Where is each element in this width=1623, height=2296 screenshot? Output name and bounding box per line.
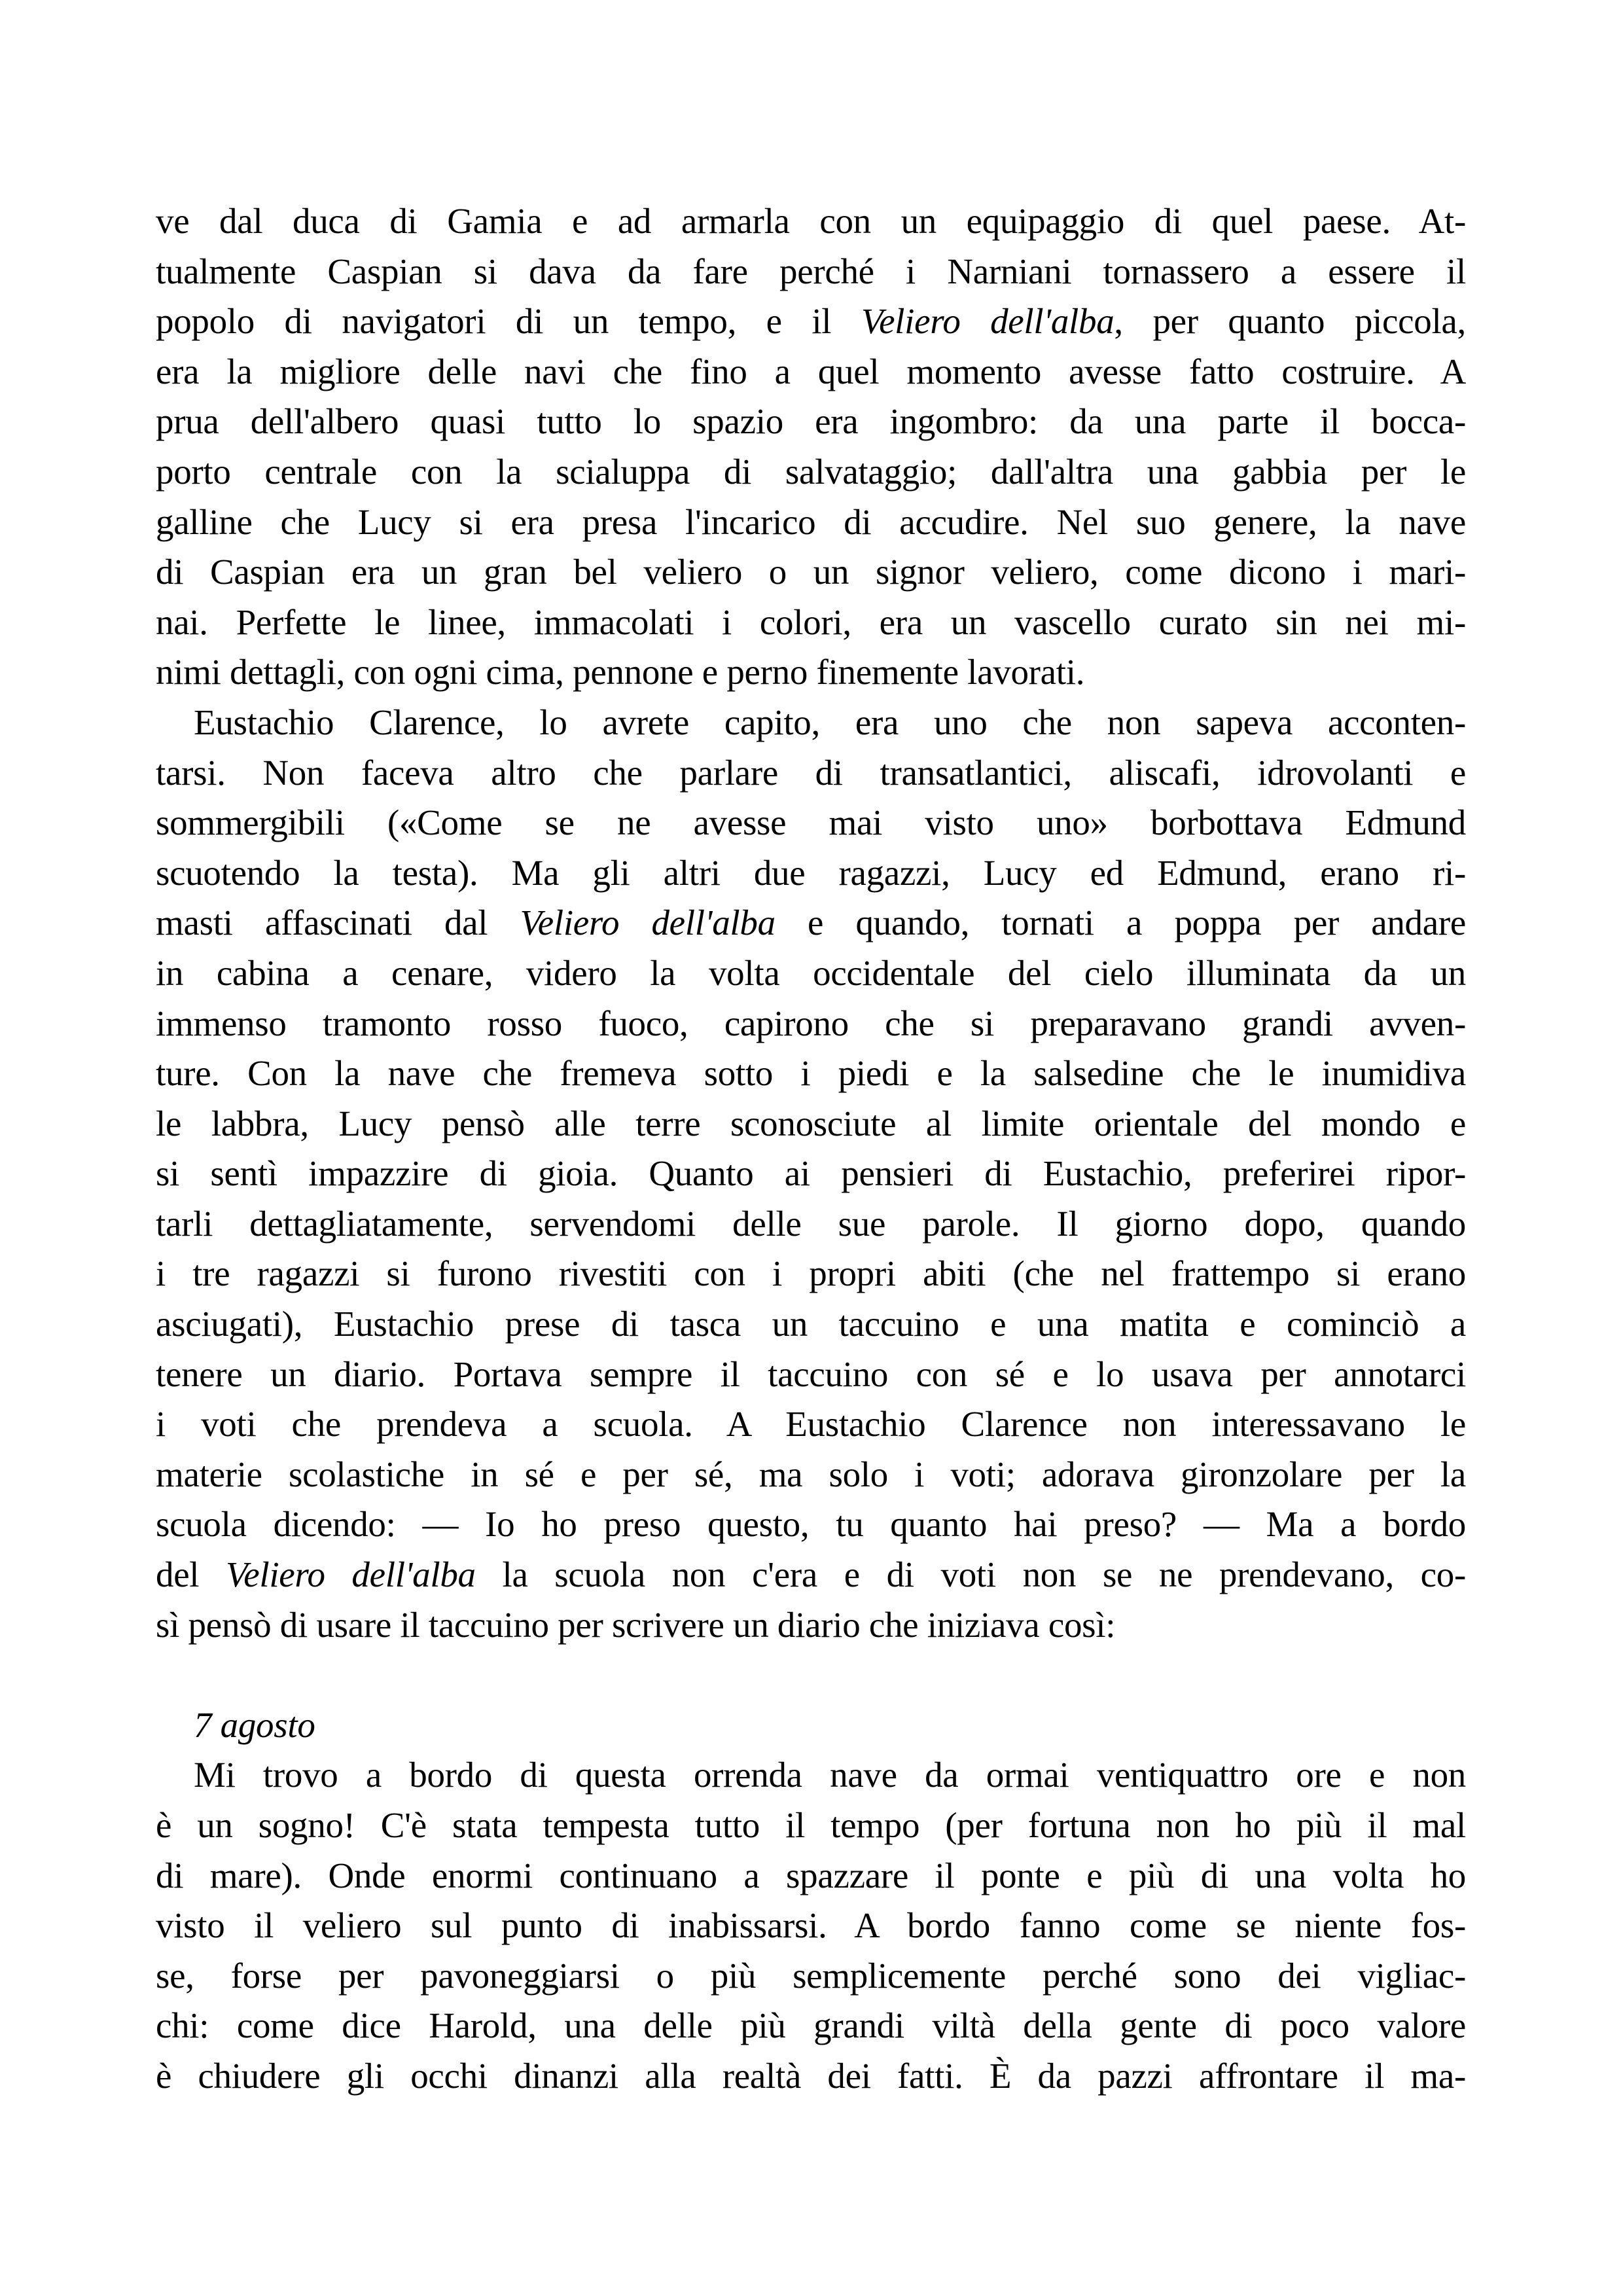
text-line — [156, 698, 1466, 748]
italic-text-segment: 7 agosto — [194, 1704, 315, 1745]
text-line — [156, 1951, 1466, 2001]
text-segment: del — [156, 1554, 226, 1595]
text-segment: di mare). Onde enormi continuano a spazzare il ponte e più di una volta ho — [156, 1855, 1466, 1895]
text-segment: visto il veliero sul punto di inabissarsi. A bordo fanno come se niente fos- — [156, 1905, 1466, 1946]
text-line — [156, 1049, 1466, 1099]
text-segment: galline che Lucy si era presa l'incarico di accudire. Nel suo genere, la nave — [156, 501, 1466, 542]
text-segment: sommergibili («Come se ne avesse mai visto uno» borbottava Edmund — [156, 802, 1466, 843]
text-line — [156, 1499, 1466, 1550]
text-line — [156, 647, 1466, 698]
text-segment: Mi trovo a bordo di questa orrenda nave da ormai ventiquattro ore e non — [194, 1755, 1466, 1795]
text-line — [156, 296, 1466, 347]
text-line — [156, 1350, 1466, 1400]
text-line — [156, 347, 1466, 397]
text-line — [156, 497, 1466, 548]
text-line — [156, 447, 1466, 497]
text-line — [156, 1149, 1466, 1199]
text-segment: le labbra, Lucy pensò alle terre sconosciute al limite orientale del mondo e — [156, 1103, 1466, 1143]
text-line — [156, 898, 1466, 948]
text-segment: se, forse per pavoneggiarsi o più semplicemente perché sono dei vigliac- — [156, 1955, 1466, 1996]
text-segment: tarsi. Non faceva altro che parlare di transatlantici, aliscafi, idrovolanti e — [156, 752, 1466, 793]
text-line — [156, 247, 1466, 297]
text-segment: tarli dettagliatamente, servendomi delle sue parole. Il giorno dopo, quando — [156, 1203, 1466, 1244]
text-line — [156, 948, 1466, 999]
text-segment: scuotendo la testa). Ma gli altri due ragazzi, Lucy ed Edmund, erano ri- — [156, 852, 1466, 893]
diary-date-line — [156, 1700, 1466, 1751]
text-line — [156, 748, 1466, 798]
text-segment: immenso tramonto rosso fuoco, capirono che si preparavano grandi avven- — [156, 1003, 1466, 1043]
text-segment: Eustachio Clarence, lo avrete capito, era uno che non sapeva acconten- — [194, 702, 1466, 742]
text-block — [156, 196, 1466, 2102]
text-segment: tualmente Caspian si dava da fare perché i Narniani tornassero a essere il — [156, 251, 1466, 291]
text-segment: nai. Perfette le linee, immacolati i colori, era un vascello curato sin nei mi- — [156, 601, 1466, 642]
text-line — [156, 397, 1466, 447]
text-segment: la scuola non c'era e di voti non se ne prendevano, co- — [475, 1554, 1466, 1595]
text-segment: i tre ragazzi si furono rivestiti con i propri abiti (che nel frattempo si erano — [156, 1253, 1466, 1294]
text-line — [156, 1901, 1466, 1951]
text-line — [156, 2051, 1466, 2102]
text-line — [156, 2001, 1466, 2051]
text-line — [156, 1099, 1466, 1149]
text-segment: è un sogno! C'è stata tempesta tutto il tempo (per fortuna non ho più il mal — [156, 1805, 1466, 1845]
text-line — [156, 1801, 1466, 1851]
text-segment: è chiudere gli occhi dinanzi alla realtà dei fatti. È da pazzi affrontare il ma- — [156, 2055, 1466, 2096]
text-line — [156, 1600, 1466, 1651]
text-segment: popolo di navigatori di un tempo, e il — [156, 301, 861, 342]
text-segment: ture. Con la nave che fremeva sotto i piedi e la salsedine che le inumidiva — [156, 1053, 1466, 1094]
text-segment: , per quanto piccola, — [1114, 301, 1466, 342]
text-line — [156, 1199, 1466, 1249]
text-line — [156, 999, 1466, 1049]
text-line — [156, 1249, 1466, 1299]
text-line — [156, 798, 1466, 848]
text-segment: ve dal duca di Gamia e ad armarla con un equipaggio di quel paese. At- — [156, 201, 1466, 241]
text-line — [156, 1299, 1466, 1350]
text-line — [156, 598, 1466, 648]
italic-text-segment: Veliero dell'alba — [520, 903, 776, 943]
text-segment: e quando, tornati a poppa per andare — [775, 903, 1466, 943]
text-line — [156, 1450, 1466, 1500]
italic-text-segment: Veliero dell'alba — [226, 1554, 476, 1595]
text-segment: in cabina a cenare, videro la volta occidentale del cielo illuminata da un — [156, 952, 1466, 993]
text-segment: nimi dettagli, con ogni cima, pennone e perno finemente lavorati. — [156, 652, 1085, 692]
italic-text-segment: Veliero dell'alba — [861, 301, 1115, 342]
text-segment: sì pensò di usare il taccuino per scrivere un diario che iniziava così: — [156, 1604, 1116, 1645]
text-line — [156, 1851, 1466, 1901]
text-segment: chi: come dice Harold, una delle più grandi viltà della gente di poco valore — [156, 2005, 1466, 2046]
text-segment: tenere un diario. Portava sempre il taccuino con sé e lo usava per annotarci — [156, 1354, 1466, 1394]
text-segment: i voti che prendeva a scuola. A Eustachio Clarence non interessavano le — [156, 1404, 1466, 1444]
text-segment: materie scolastiche in sé e per sé, ma solo i voti; adorava gironzolare per la — [156, 1454, 1466, 1494]
text-segment: si sentì impazzire di gioia. Quanto ai pensieri di Eustachio, preferirei ripor- — [156, 1153, 1466, 1194]
text-line — [156, 1550, 1466, 1600]
text-line — [156, 848, 1466, 899]
text-segment: di Caspian era un gran bel veliero o un signor veliero, come dicono i mari- — [156, 552, 1466, 592]
text-line — [156, 1750, 1466, 1801]
text-segment: porto centrale con la scialuppa di salvataggio; dall'altra una gabbia per le — [156, 451, 1466, 492]
text-segment: prua dell'albero quasi tutto lo spazio era ingombro: da una parte il bocca- — [156, 401, 1466, 442]
text-segment: asciugati), Eustachio prese di tasca un taccuino e una matita e cominciò a — [156, 1304, 1466, 1344]
text-segment: era la migliore delle navi che fino a quel momento avesse fatto costruire. A — [156, 351, 1466, 391]
text-line — [156, 196, 1466, 247]
text-segment: masti affascinati dal — [156, 903, 520, 943]
text-segment: scuola dicendo: — Io ho preso questo, tu quanto hai preso? — Ma a bordo — [156, 1504, 1466, 1545]
text-line — [156, 1399, 1466, 1450]
text-line — [156, 547, 1466, 598]
